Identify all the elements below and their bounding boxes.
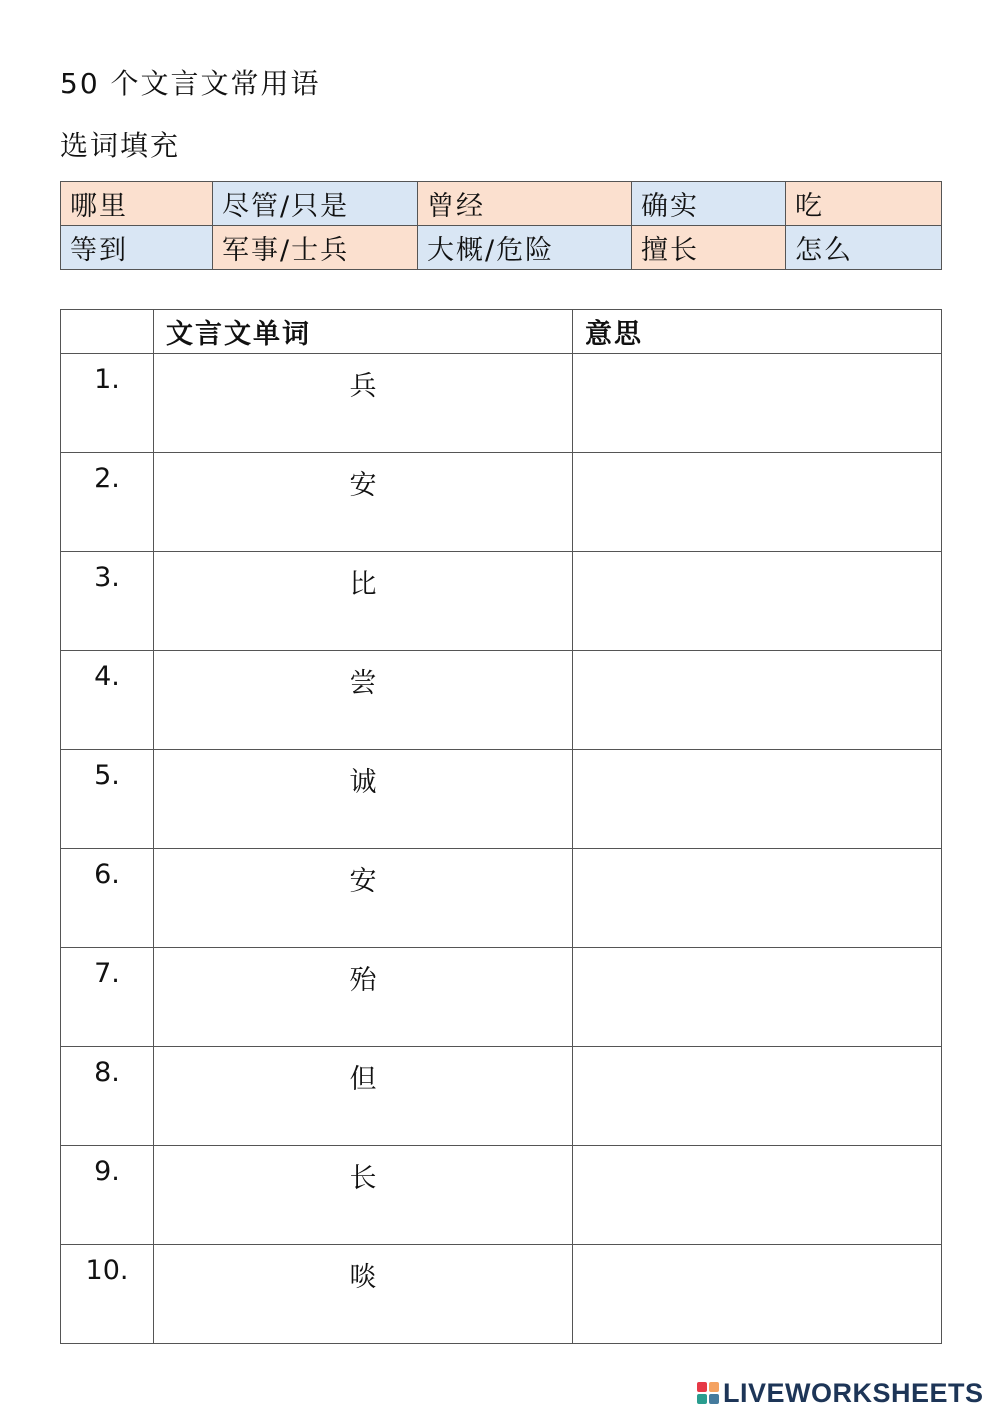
meaning-answer-cell[interactable] bbox=[573, 453, 942, 552]
word-bank-item: 哪里 bbox=[61, 182, 213, 226]
classical-word: 殆 bbox=[154, 948, 573, 1047]
word-bank-item: 等到 bbox=[61, 226, 213, 270]
row-number: 6. bbox=[61, 849, 154, 948]
classical-word: 尝 bbox=[154, 651, 573, 750]
row-number: 10. bbox=[61, 1245, 154, 1344]
classical-word: 啖 bbox=[154, 1245, 573, 1344]
word-bank-item: 擅长 bbox=[632, 226, 786, 270]
row-number: 8. bbox=[61, 1047, 154, 1146]
word-bank-item: 尽管/只是 bbox=[213, 182, 418, 226]
classical-word: 诚 bbox=[154, 750, 573, 849]
row-number: 7. bbox=[61, 948, 154, 1047]
classical-word: 比 bbox=[154, 552, 573, 651]
meaning-answer-cell[interactable] bbox=[573, 552, 942, 651]
page-title: 50 个文言文常用语 bbox=[60, 67, 321, 100]
word-bank-item: 吃 bbox=[786, 182, 942, 226]
table-row bbox=[61, 354, 942, 453]
row-number: 1. bbox=[61, 354, 154, 453]
table-row bbox=[61, 948, 942, 1047]
meaning-answer-slot[interactable] bbox=[573, 1146, 941, 1244]
word-bank-item: 怎么 bbox=[786, 226, 942, 270]
meaning-answer-slot[interactable] bbox=[573, 849, 941, 947]
meaning-answer-slot[interactable] bbox=[573, 948, 941, 1046]
meaning-answer-cell[interactable] bbox=[573, 1245, 942, 1344]
row-number: 3. bbox=[61, 552, 154, 651]
table-row bbox=[61, 1245, 942, 1344]
table-row bbox=[61, 750, 942, 849]
meaning-answer-cell[interactable] bbox=[573, 354, 942, 453]
logo-square-red bbox=[697, 1382, 707, 1392]
word-bank bbox=[60, 181, 942, 270]
table-row bbox=[61, 1047, 942, 1146]
meaning-answer-slot[interactable] bbox=[573, 750, 941, 848]
table-row bbox=[61, 1146, 942, 1245]
word-bank-item: 确实 bbox=[632, 182, 786, 226]
classical-word: 长 bbox=[154, 1146, 573, 1245]
table-row bbox=[61, 651, 942, 750]
meaning-answer-slot[interactable] bbox=[573, 453, 941, 551]
logo-square-orange bbox=[709, 1382, 719, 1392]
logo-mark-icon bbox=[697, 1382, 719, 1404]
meaning-answer-slot[interactable] bbox=[573, 1245, 941, 1343]
logo-square-blue bbox=[709, 1394, 719, 1404]
meaning-answer-cell[interactable] bbox=[573, 750, 942, 849]
row-number: 5. bbox=[61, 750, 154, 849]
section-title: 选词填充 bbox=[60, 129, 181, 162]
meaning-answer-slot[interactable] bbox=[573, 651, 941, 749]
classical-word: 但 bbox=[154, 1047, 573, 1146]
table-row bbox=[61, 453, 942, 552]
meaning-answer-cell[interactable] bbox=[573, 651, 942, 750]
vocabulary-table bbox=[60, 309, 942, 1344]
row-number: 9. bbox=[61, 1146, 154, 1245]
word-bank-item: 曾经 bbox=[418, 182, 632, 226]
classical-word: 安 bbox=[154, 849, 573, 948]
classical-word: 安 bbox=[154, 453, 573, 552]
logo-text: LIVEWORKSHEETS bbox=[723, 1377, 984, 1408]
row-number: 4. bbox=[61, 651, 154, 750]
meaning-answer-cell[interactable] bbox=[573, 1146, 942, 1245]
table-row bbox=[61, 849, 942, 948]
header-number bbox=[61, 310, 154, 354]
meaning-answer-cell[interactable] bbox=[573, 849, 942, 948]
meaning-answer-slot[interactable] bbox=[573, 1047, 941, 1145]
word-bank-row bbox=[61, 226, 942, 270]
classical-word: 兵 bbox=[154, 354, 573, 453]
header-word: 文言文单词 bbox=[154, 310, 573, 354]
table-row bbox=[61, 552, 942, 651]
meaning-answer-slot[interactable] bbox=[573, 354, 941, 452]
header-meaning: 意思 bbox=[573, 310, 942, 354]
row-number: 2. bbox=[61, 453, 154, 552]
meaning-answer-cell[interactable] bbox=[573, 1047, 942, 1146]
meaning-answer-slot[interactable] bbox=[573, 552, 941, 650]
word-bank-row bbox=[61, 182, 942, 226]
logo-square-green bbox=[697, 1394, 707, 1404]
table-header-row bbox=[61, 310, 942, 354]
word-bank-item: 军事/士兵 bbox=[213, 226, 418, 270]
meaning-answer-cell[interactable] bbox=[573, 948, 942, 1047]
word-bank-item: 大概/危险 bbox=[418, 226, 632, 270]
liveworksheets-logo bbox=[697, 1376, 984, 1410]
